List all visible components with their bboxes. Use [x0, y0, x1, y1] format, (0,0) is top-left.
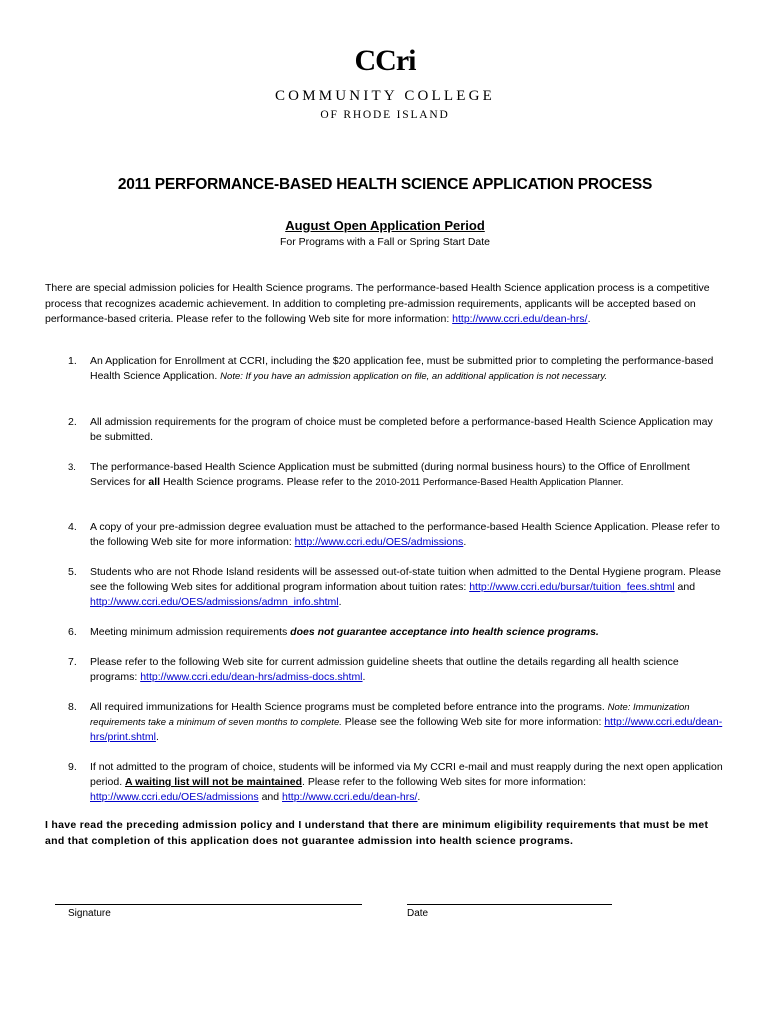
- item-mid: and: [674, 581, 696, 593]
- item-emphasis: A waiting list will not be maintained: [125, 776, 302, 788]
- intro-text: There are special admission policies for Health Science programs. The performance-based Health Science application process is a competitive process that recognizes academic achievement. In addition to completing pre-admission requirements, applicants will be accepted based on performance-based criteria. Please refer to the following Web site for more information:: [45, 282, 710, 325]
- item-number: 5.: [68, 566, 77, 578]
- item-number: 2.: [68, 416, 77, 428]
- oes-admissions-link-2[interactable]: http://www.ccri.edu/OES/admissions: [90, 791, 259, 803]
- dean-hrs-link[interactable]: http://www.ccri.edu/dean-hrs/: [452, 313, 588, 325]
- date-line[interactable]: [407, 904, 612, 905]
- acknowledgement-statement: I have read the preceding admission policy and I understand that there are minimum eligibility requirements that must be met and that completion of this application does not guarantee admission into health science programs.: [45, 819, 709, 847]
- item-text: If not admitted to the program of choice, students will be informed via My CCRI e-mail and must reapply during the next open application period.: [90, 761, 723, 788]
- item-text-cont: Please see the following Web site for more information:: [341, 716, 605, 728]
- intro-end: .: [587, 313, 591, 325]
- item-end: .: [338, 596, 342, 608]
- item-mid: and: [258, 791, 283, 803]
- item-end: .: [463, 536, 467, 548]
- item-bold: all: [148, 476, 161, 488]
- college-logo: [0, 46, 770, 122]
- planner-reference: 2010-2011 Performance-Based Health Application Planner.: [375, 477, 624, 488]
- item-text-cont: . Please refer to the following Web sites for more information:: [302, 776, 587, 788]
- item-end: .: [155, 731, 159, 743]
- dean-hrs-link-2[interactable]: http://www.ccri.edu/dean-hrs/: [282, 791, 418, 803]
- item-number: 1.: [68, 355, 77, 367]
- college-name-line1: COMMUNITY COLLEGE: [274, 88, 496, 104]
- item-text: Students who are not Rhode Island residents will be assessed out-of-state tuition when admitted to the Dental Hygiene program. Please see the following Web sites for additional program information about tuition rates:: [90, 566, 721, 593]
- item-number: 4.: [68, 521, 77, 533]
- item-note: Note: Immunization requirements take a minimum of seven months to complete.: [90, 702, 690, 728]
- oes-admissions-link[interactable]: http://www.ccri.edu/OES/admissions: [294, 536, 464, 548]
- print-link[interactable]: http://www.ccri.edu/dean-hrs/print.shtml: [90, 716, 723, 743]
- item-text: Meeting minimum admission requirements: [90, 626, 291, 638]
- item-emphasis: does not guarantee acceptance into health science programs.: [290, 626, 599, 638]
- item-end: .: [362, 671, 366, 683]
- ccri-logo-mark: CCri: [354, 44, 416, 77]
- date-label: Date: [407, 908, 429, 919]
- item-text: A copy of your pre-admission degree evaluation must be attached to the performance-based Health Science Application. Please refer to the following Web site for more information:: [90, 521, 720, 548]
- item-number: 9.: [68, 761, 77, 773]
- admiss-docs-link[interactable]: http://www.ccri.edu/dean-hrs/admiss-docs.shtml: [140, 671, 363, 683]
- item-number: 8.: [68, 701, 77, 713]
- item-text-cont: Health Science programs. Please refer to the: [160, 476, 376, 488]
- signature-line[interactable]: [55, 904, 362, 905]
- admn-info-link[interactable]: http://www.ccri.edu/OES/admissions/admn_info.shtml: [90, 596, 339, 608]
- tuition-fees-link[interactable]: http://www.ccri.edu/bursar/tuition_fees.shtml: [469, 581, 675, 593]
- intro-paragraph: [45, 281, 725, 328]
- signature-label: Signature: [68, 908, 111, 919]
- item-text: Please refer to the following Web site for current admission guideline sheets that outline the details regarding all health science programs:: [90, 656, 679, 683]
- item-end: .: [417, 791, 421, 803]
- item-text: All admission requirements for the program of choice must be completed before a performance-based Health Science Application may be submitted.: [90, 416, 713, 443]
- item-number: 7.: [68, 656, 77, 668]
- document-title: 2011 PERFORMANCE-BASED HEALTH SCIENCE APPLICATION PROCESS: [117, 176, 653, 193]
- college-name-line2: OF RHODE ISLAND: [320, 109, 450, 121]
- document-subtitle-note: For Programs with a Fall or Spring Start Date: [279, 236, 491, 248]
- item-number: 3.: [68, 462, 76, 473]
- item-text: An Application for Enrollment at CCRI, including the $20 application fee, must be submitted prior to completing the performance-based Health Science Application.: [90, 355, 714, 382]
- item-note: Note: If you have an admission application on file, an additional application is not necessary.: [220, 371, 608, 382]
- item-number: 6.: [68, 626, 77, 638]
- item-text: All required immunizations for Health Science programs must be completed before entrance into the programs.: [90, 701, 608, 713]
- document-subtitle: August Open Application Period: [285, 218, 485, 233]
- item-text: The performance-based Health Science Application must be submitted (during normal business hours) to the Office of Enrollment Services for: [90, 461, 690, 488]
